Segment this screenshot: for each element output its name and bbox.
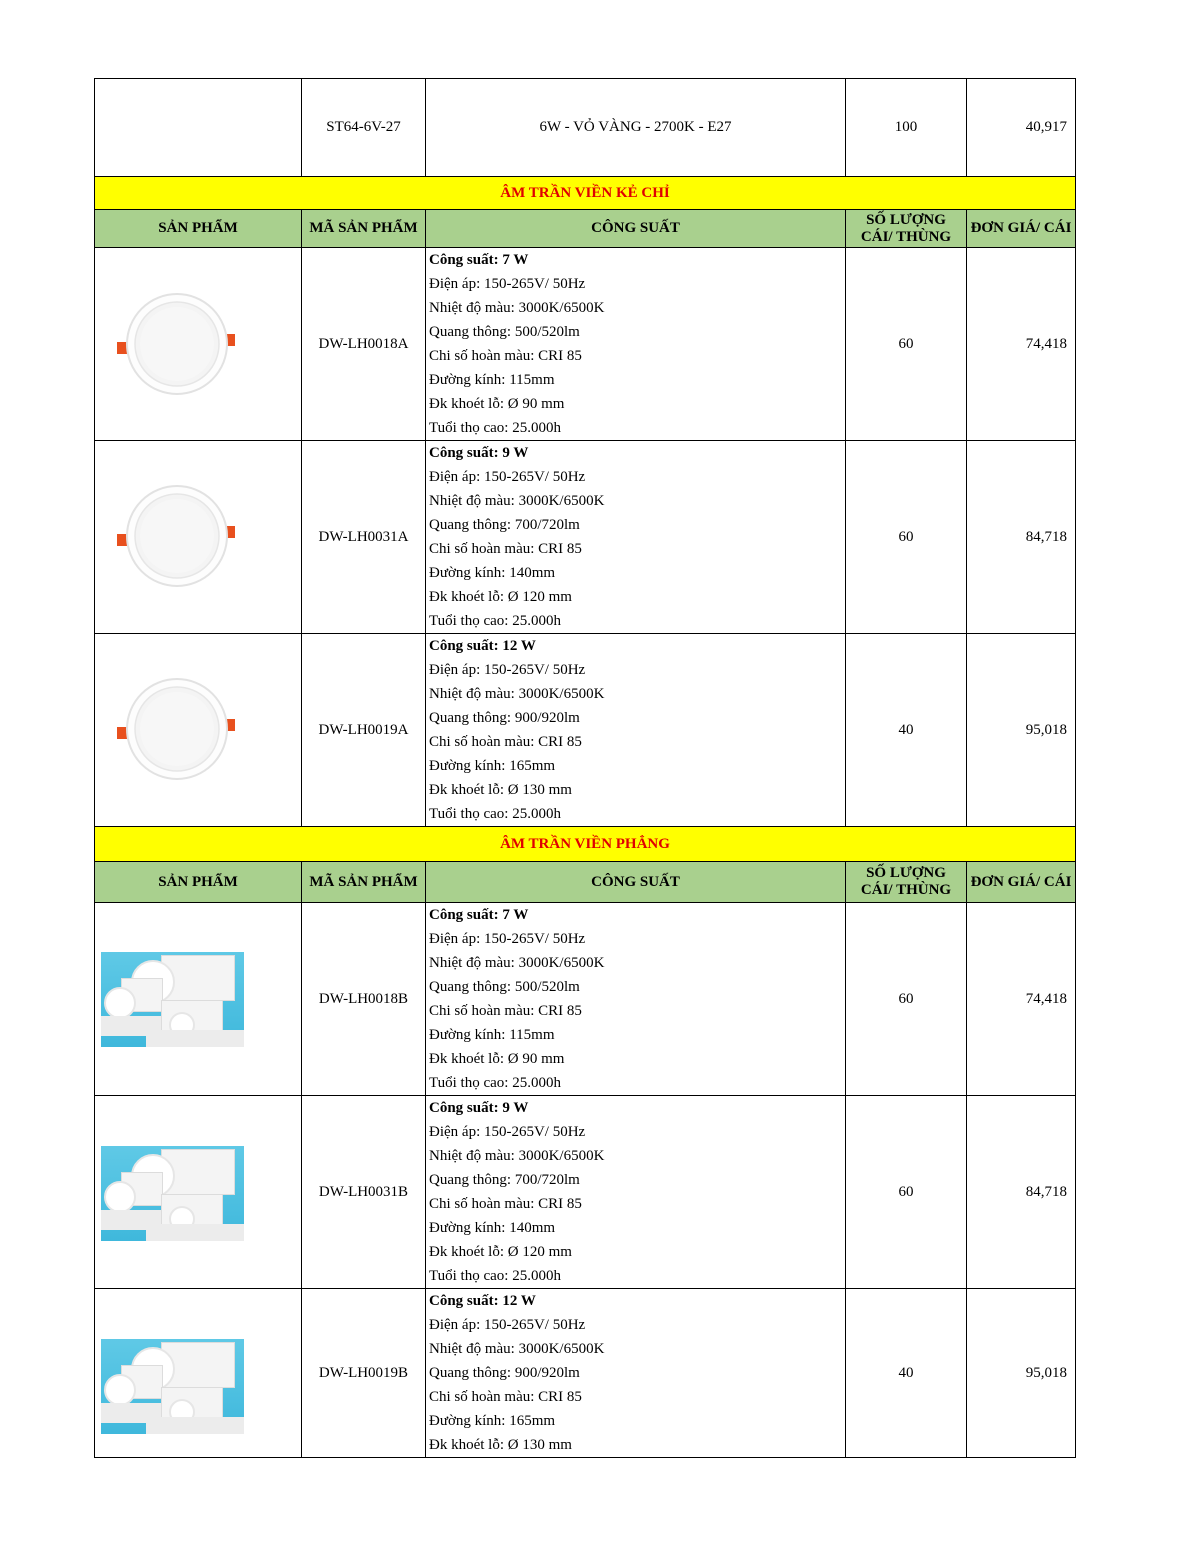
section-title-row <box>95 177 1076 210</box>
product-image-cell <box>95 634 302 827</box>
header-product: SẢN PHẨM <box>95 210 302 248</box>
spec-line: Điện áp: 150-265V/ 50Hz <box>429 1124 586 1140</box>
product-qty: 40 <box>846 634 967 827</box>
table-row <box>95 1289 1076 1458</box>
spec-line: Nhiệt độ màu: 3000K/6500K <box>429 300 605 316</box>
boxed-panel-light-icon <box>101 1146 244 1241</box>
spec-line: Điện áp: 150-265V/ 50Hz <box>429 1317 586 1333</box>
header-price: ĐƠN GIÁ/ CÁI <box>967 210 1076 248</box>
spec-line: Đường kính: 115mm <box>429 1027 555 1043</box>
header-qty-line1: SỐ LƯỢNG <box>866 865 946 881</box>
spec-line: Chi số hoàn màu: CRI 85 <box>429 1196 582 1212</box>
product-price: 95,018 <box>967 634 1076 827</box>
spec-line: Đk khoét lỗ: Ø 130 mm <box>429 1437 572 1453</box>
spec-line: Quang thông: 900/920lm <box>429 1365 580 1381</box>
spec-line: Điện áp: 150-265V/ 50Hz <box>429 662 586 678</box>
product-qty: 40 <box>846 1289 967 1458</box>
spec-power: Công suất: 7 W <box>429 252 529 268</box>
product-code: ST64-6V-27 <box>302 79 426 177</box>
product-qty: 60 <box>846 248 967 441</box>
header-price: ĐƠN GIÁ/ CÁI <box>967 862 1076 903</box>
spec-line: Nhiệt độ màu: 3000K/6500K <box>429 955 605 971</box>
product-price: 84,718 <box>967 441 1076 634</box>
round-panel-light-icon <box>117 677 237 781</box>
header-code: MÃ SẢN PHẨM <box>302 210 426 248</box>
spec-line: Đk khoét lỗ: Ø 130 mm <box>429 782 572 798</box>
spec-line: Chi số hoàn màu: CRI 85 <box>429 1003 582 1019</box>
product-specs <box>426 634 846 827</box>
product-price: 40,917 <box>967 79 1076 177</box>
price-table <box>94 78 1076 1458</box>
spec-line: Đường kính: 140mm <box>429 565 556 581</box>
product-code: DW-LH0031A <box>302 441 426 634</box>
round-panel-light-icon <box>117 484 237 588</box>
product-code: DW-LH0019A <box>302 634 426 827</box>
spec-line: Điện áp: 150-265V/ 50Hz <box>429 469 586 485</box>
spec-line: Quang thông: 900/920lm <box>429 710 580 726</box>
product-image-cell <box>95 903 302 1096</box>
product-code: DW-LH0019B <box>302 1289 426 1458</box>
spec-line: Quang thông: 700/720lm <box>429 517 580 533</box>
product-specs <box>426 1289 846 1458</box>
product-price: 74,418 <box>967 903 1076 1096</box>
spec-power: Công suất: 9 W <box>429 445 529 461</box>
section-title: ÂM TRẦN VIỀN PHẲNG <box>95 827 1076 862</box>
table-row <box>95 903 1076 1096</box>
spec-line: Quang thông: 500/520lm <box>429 324 580 340</box>
spec-power: Công suất: 7 W <box>429 907 529 923</box>
spec-line: Chi số hoàn màu: CRI 85 <box>429 734 582 750</box>
column-header-row <box>95 862 1076 903</box>
product-spec: 6W - VỎ VÀNG - 2700K - E27 <box>426 79 846 177</box>
product-qty: 60 <box>846 441 967 634</box>
table-row <box>95 441 1076 634</box>
header-code: MÃ SẢN PHẨM <box>302 862 426 903</box>
spec-line: Đk khoét lỗ: Ø 120 mm <box>429 589 572 605</box>
spec-line: Quang thông: 500/520lm <box>429 979 580 995</box>
section-title-row <box>95 827 1076 862</box>
header-product: SẢN PHẨM <box>95 862 302 903</box>
section-title: ÂM TRẦN VIỀN KẺ CHỈ <box>95 177 1076 210</box>
spec-line: Nhiệt độ màu: 3000K/6500K <box>429 686 605 702</box>
spec-line: Nhiệt độ màu: 3000K/6500K <box>429 1341 605 1357</box>
product-code: DW-LH0018A <box>302 248 426 441</box>
product-specs <box>426 903 846 1096</box>
product-qty: 60 <box>846 903 967 1096</box>
spec-line: Đk khoét lỗ: Ø 90 mm <box>429 1051 565 1067</box>
product-code: DW-LH0018B <box>302 903 426 1096</box>
spec-line: Đường kính: 165mm <box>429 1413 556 1429</box>
table-row <box>95 79 1076 177</box>
boxed-panel-light-icon <box>101 952 244 1047</box>
spec-line: Đường kính: 140mm <box>429 1220 556 1236</box>
spec-line: Chi số hoàn màu: CRI 85 <box>429 348 582 364</box>
table-row <box>95 1096 1076 1289</box>
spec-line: Đường kính: 115mm <box>429 372 555 388</box>
spec-power: Công suất: 12 W <box>429 638 536 654</box>
spec-line: Chi số hoàn màu: CRI 85 <box>429 1389 582 1405</box>
spec-line: Điện áp: 150-265V/ 50Hz <box>429 931 586 947</box>
product-price: 95,018 <box>967 1289 1076 1458</box>
boxed-panel-light-icon <box>101 1339 244 1434</box>
product-image-cell <box>95 1289 302 1458</box>
product-price: 84,718 <box>967 1096 1076 1289</box>
product-image-cell <box>95 441 302 634</box>
spec-line: Tuổi thọ cao: 25.000h <box>429 1268 561 1284</box>
round-panel-light-icon <box>117 292 237 396</box>
spec-line: Đk khoét lỗ: Ø 90 mm <box>429 396 565 412</box>
product-image-cell <box>95 248 302 441</box>
product-qty: 100 <box>846 79 967 177</box>
spec-line: Nhiệt độ màu: 3000K/6500K <box>429 493 605 509</box>
spec-power: Công suất: 9 W <box>429 1100 529 1116</box>
table-row <box>95 634 1076 827</box>
header-power: CÔNG SUẤT <box>426 862 846 903</box>
spec-line: Quang thông: 700/720lm <box>429 1172 580 1188</box>
product-price: 74,418 <box>967 248 1076 441</box>
header-qty-line2: CÁI/ THÙNG <box>860 228 952 245</box>
product-specs <box>426 248 846 441</box>
header-qty-line2: CÁI/ THÙNG <box>860 882 952 898</box>
product-code: DW-LH0031B <box>302 1096 426 1289</box>
spec-line: Đk khoét lỗ: Ø 120 mm <box>429 1244 572 1260</box>
header-qty-line1: SỐ LƯỢNG <box>866 211 946 228</box>
product-image-cell <box>95 1096 302 1289</box>
header-power: CÔNG SUẤT <box>426 210 846 248</box>
header-qty <box>846 862 967 903</box>
product-specs <box>426 1096 846 1289</box>
header-qty <box>846 210 967 248</box>
spec-line: Tuổi thọ cao: 25.000h <box>429 420 561 436</box>
spec-power: Công suất: 12 W <box>429 1293 536 1309</box>
spec-line: Tuổi thọ cao: 25.000h <box>429 1075 561 1091</box>
product-specs <box>426 441 846 634</box>
spec-line: Chi số hoàn màu: CRI 85 <box>429 541 582 557</box>
spec-line: Điện áp: 150-265V/ 50Hz <box>429 276 586 292</box>
spec-line: Đường kính: 165mm <box>429 758 556 774</box>
spec-line: Tuổi thọ cao: 25.000h <box>429 613 561 629</box>
spec-line: Nhiệt độ màu: 3000K/6500K <box>429 1148 605 1164</box>
spec-line: Tuổi thọ cao: 25.000h <box>429 806 561 822</box>
table-row <box>95 248 1076 441</box>
product-qty: 60 <box>846 1096 967 1289</box>
product-image-cell <box>95 79 302 177</box>
column-header-row <box>95 210 1076 248</box>
